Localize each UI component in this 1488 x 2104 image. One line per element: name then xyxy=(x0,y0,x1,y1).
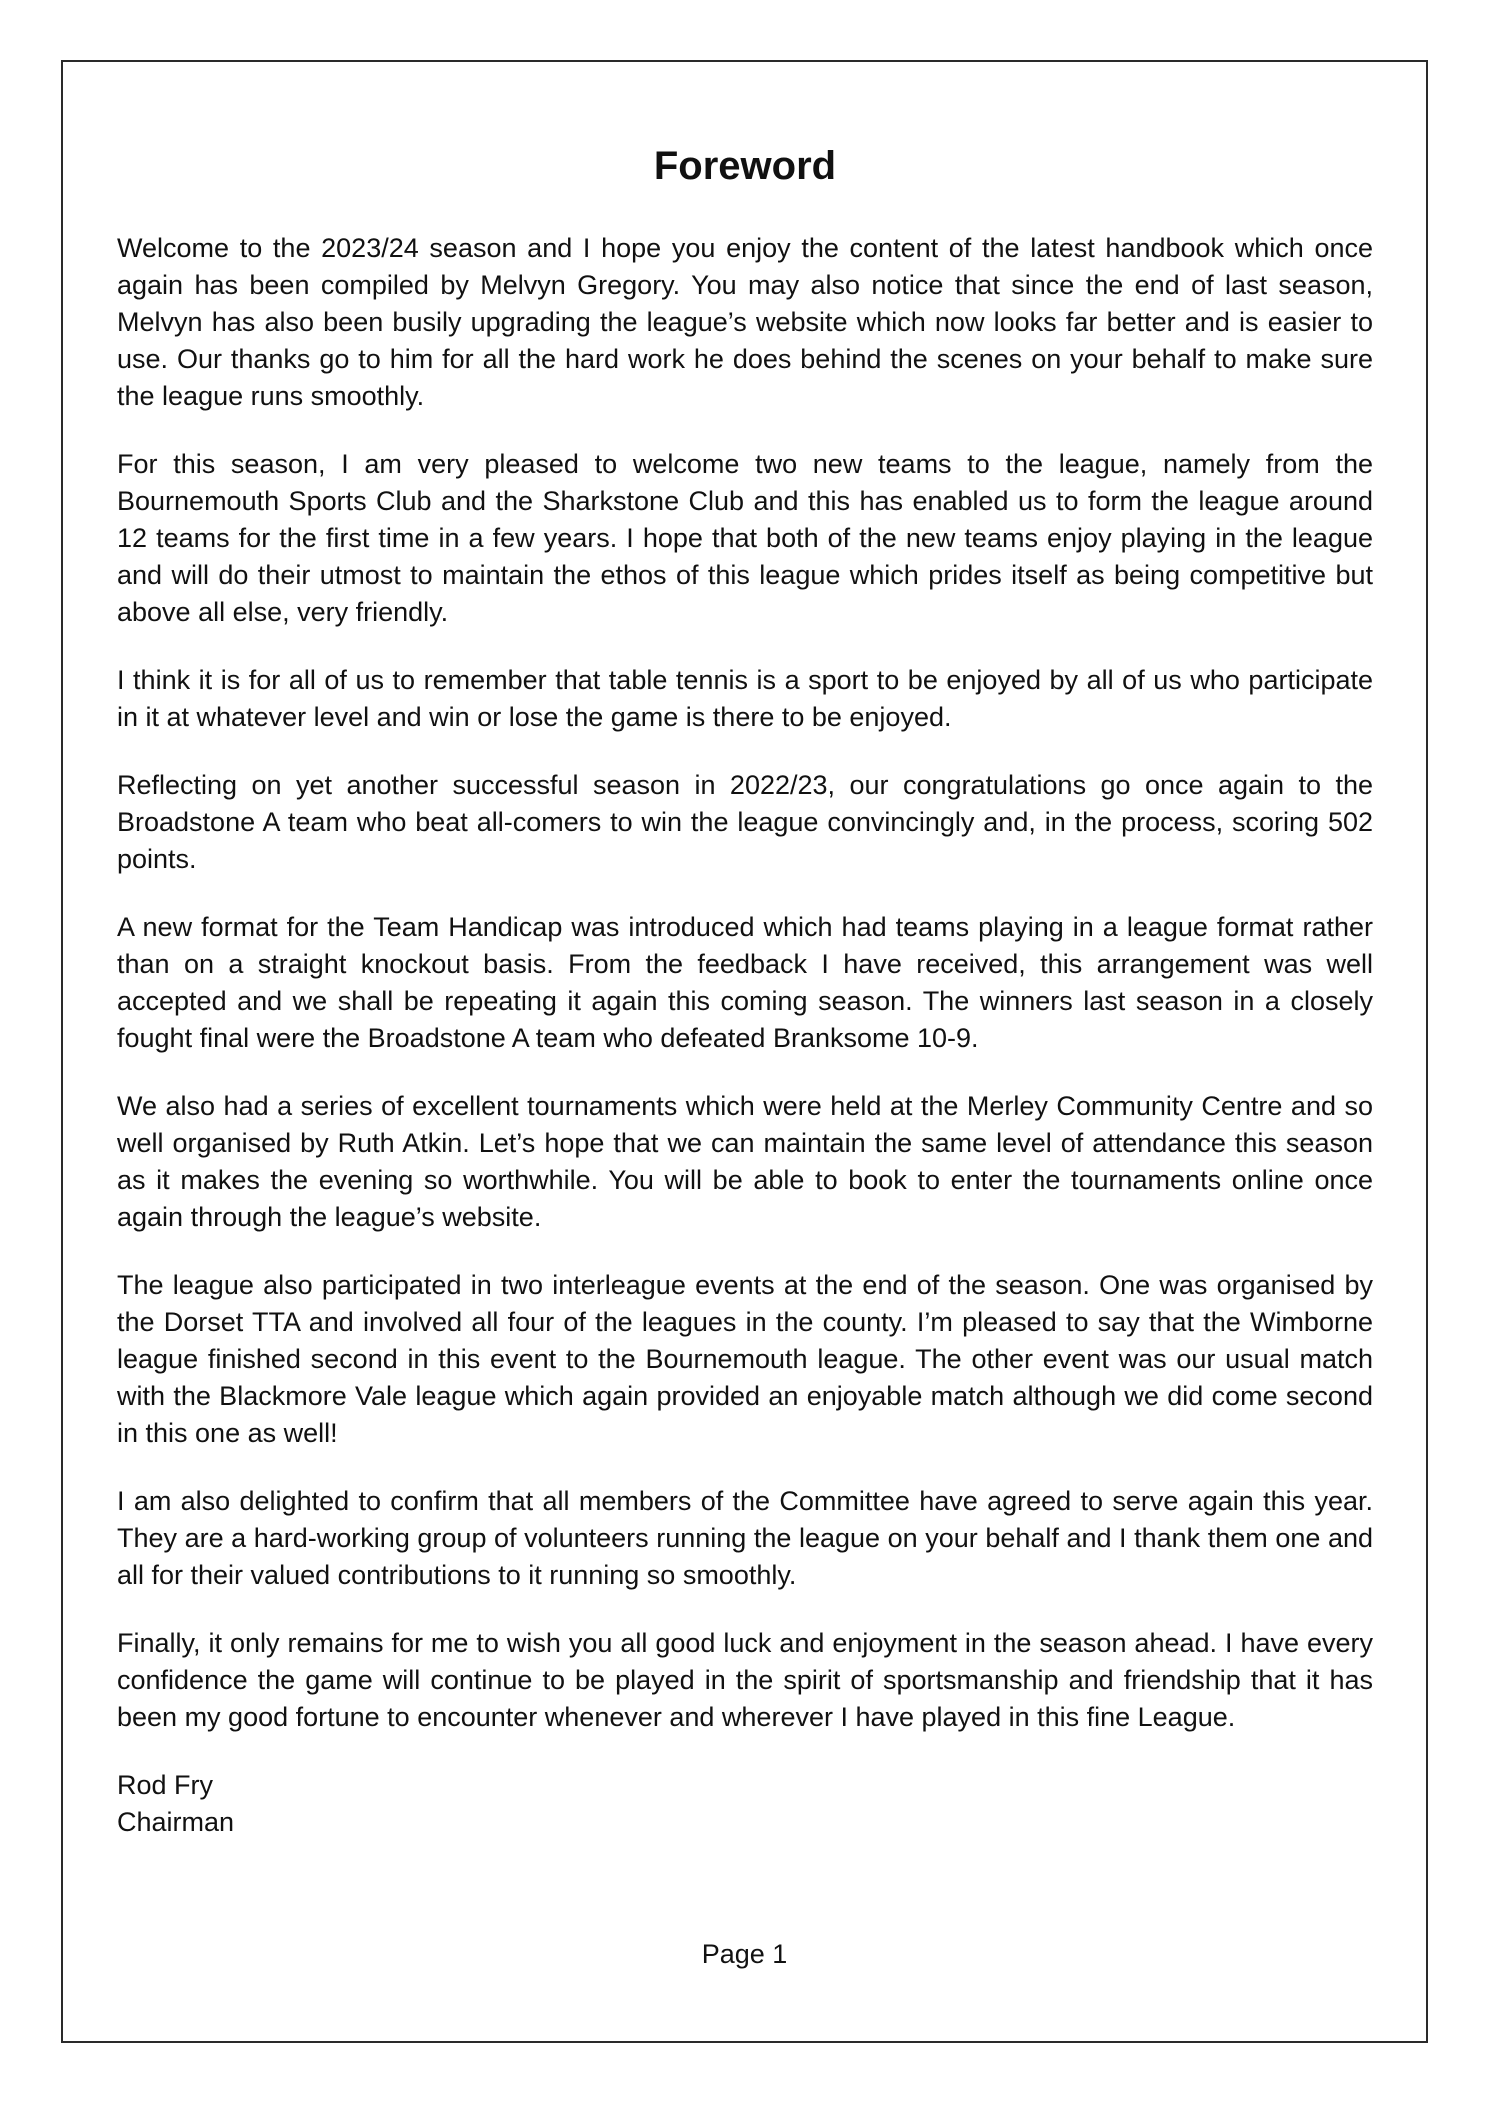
document-page xyxy=(61,60,1428,2043)
signature-name: Rod Fry xyxy=(117,1770,214,1800)
signature-role: Chairman xyxy=(117,1807,235,1837)
foreword-paragraph-3: I think it is for all of us to remember that table tennis is a sport to be enjoyed by all of us who participate in it at whatever level and win or lose the game is there to be enjoyed. xyxy=(117,665,1373,732)
foreword-paragraph-9: Finally, it only remains for me to wish you all good luck and enjoyment in the season ahead. I have every confidence the game will continue to be played in the spirit of sportsmanship and friendship that it has been my good fortune to encounter whenever and wherever I have played in this fine League. xyxy=(117,1628,1373,1732)
foreword-paragraph-2: For this season, I am very pleased to welcome two new teams to the league, namely from the Bournemouth Sports Club and the Sharkstone Club and this has enabled us to form the league around 12 teams for the first time in a few years. I hope that both of the new teams enjoy playing in the league and will do their utmost to maintain the ethos of this league which prides itself as being competitive but above all else, very friendly. xyxy=(117,449,1373,627)
foreword-paragraph-7: The league also participated in two interleague events at the end of the season. One was organised by the Dorset TTA and involved all four of the leagues in the county. I’m pleased to say that the Wimborne league finished second in this event to the Bournemouth league. The other event was our usual match with the Blackmore Vale league which again provided an enjoyable match although we did come second in this one as well! xyxy=(117,1270,1373,1448)
foreword-paragraph-4: Reflecting on yet another successful season in 2022/23, our congratulations go once again to the Broadstone A team who beat all-comers to win the league convincingly and, in the process, scoring 502 points. xyxy=(117,770,1373,874)
foreword-paragraph-6: We also had a series of excellent tournaments which were held at the Merley Community Centre and so well organised by Ruth Atkin. Let’s hope that we can maintain the same level of attendance this season as it makes the evening so worthwhile. You will be able to book to enter the tournaments online once again through the league’s website. xyxy=(117,1091,1373,1232)
foreword-paragraph-8: I am also delighted to confirm that all members of the Committee have agreed to serve again this year. They are a hard-working group of volunteers running the league on your behalf and I thank them one and all for their valued contributions to it running so smoothly. xyxy=(117,1486,1373,1590)
page-number: Page 1 xyxy=(701,1939,788,1969)
signature-block xyxy=(117,1767,1373,1841)
page-title: Foreword xyxy=(653,144,837,188)
foreword-paragraph-1: Welcome to the 2023/24 season and I hope you enjoy the content of the latest handbook which once again has been compiled by Melvyn Gregory. You may also notice that since the end of last season, Melvyn has also been busily upgrading the league’s website which now looks far better and is easier to use. Our thanks go to him for all the hard work he does behind the scenes on your behalf to make sure the league runs smoothly. xyxy=(117,233,1373,411)
foreword-paragraph-5: A new format for the Team Handicap was introduced which had teams playing in a league format rather than on a straight knockout basis. From the feedback I have received, this arrangement was well accepted and we shall be repeating it again this coming season. The winners last season in a closely fought final were the Broadstone A team who defeated Branksome 10-9. xyxy=(117,912,1373,1053)
